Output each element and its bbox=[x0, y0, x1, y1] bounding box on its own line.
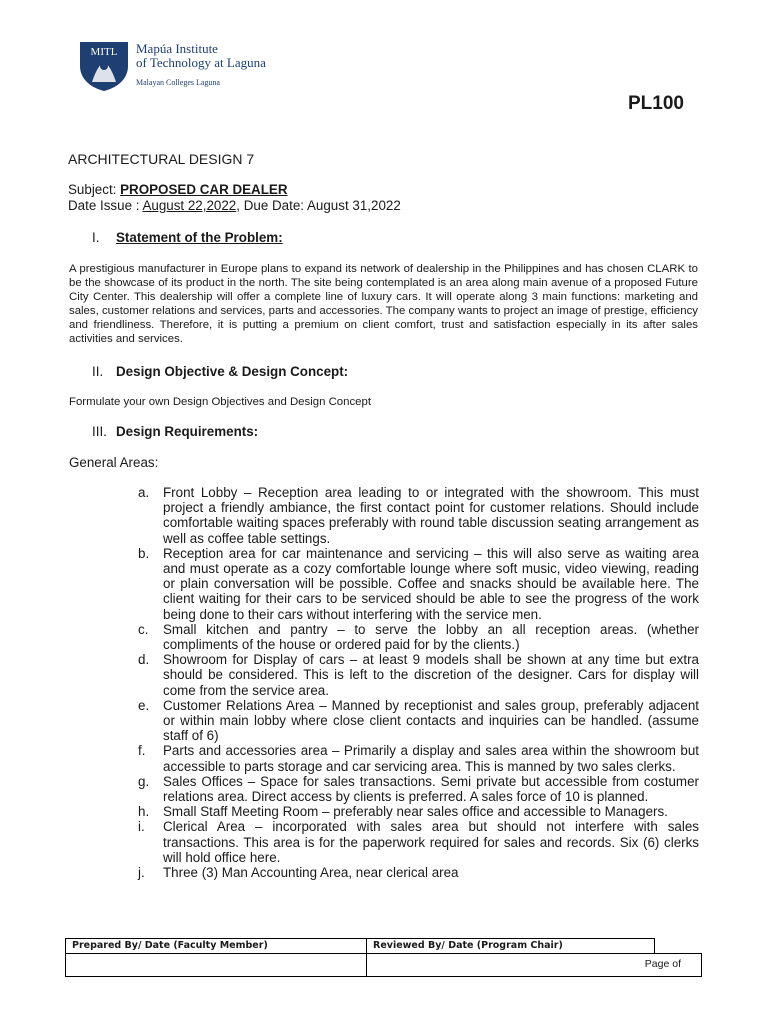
list-item: j. Three (3) Man Accounting Area, near clerical area bbox=[138, 865, 459, 881]
list-item: g. Sales Offices – Space for sales transactions. Semi private but accessible from costumer relations area. Direct access by clients is preferred. A sales force of 10 is planned. bbox=[138, 773, 699, 805]
course-heading: ARCHITECTURAL DESIGN 7 bbox=[68, 151, 255, 167]
page-number: Page of bbox=[367, 954, 702, 977]
reviewed-by-label: Reviewed By/ Date (Program Chair) bbox=[367, 939, 655, 954]
document-code: PL100 bbox=[628, 93, 684, 114]
due-date: , Due Date: August 31,2022 bbox=[236, 198, 401, 213]
subject-label: Subject: bbox=[68, 182, 121, 197]
problem-statement: A prestigious manufacturer in Europe plans to expand its network of dealership in the Philippines and has chosen CLARK to be the showcase of its product in the north. The site being contemplated is an area along main avenue of a proposed Future City Center. This dealership will offer a complete line of luxury cars. It will operate along 3 main functions: marketing and sales, customer relations and services, parts and accessories. The company wants to project an image of prestige, efficiency and friendliness. Therefore, it is putting a premium on client comfort, trust and satisfaction especially in its after sales activities and services. bbox=[69, 263, 698, 345]
objective-text: Formulate your own Design Objectives and Design Concept bbox=[69, 396, 372, 408]
list-item: b. Reception area for car maintenance and servicing – this will also serve as waiting area and must operate as a cozy comfortable lounge where soft music, video viewing, reading or plain conversation will be possible. Coffee and snacks should be available here. The client waiting for their cars to be serviced should be able to see the progress of the work being done to their cars without interfering with the service men. bbox=[138, 545, 699, 622]
prepared-by-label: Prepared By/ Date (Faculty Member) bbox=[66, 939, 367, 954]
date-issue-label: Date Issue : bbox=[68, 198, 143, 213]
list-item: h. Small Staff Meeting Room – preferably near sales office and accessible to Managers. bbox=[138, 804, 668, 820]
section-heading-objective: II. Design Objective & Design Concept: bbox=[92, 364, 349, 379]
list-item: i. Clerical Area – incorporated with sales area but should not interfere with sales transactions. This area is for the paperwork required for sales and records. Six (6) clerks will hold office here. bbox=[138, 819, 699, 865]
requirements-list bbox=[138, 485, 699, 880]
date-issue-value: August 22,2022 bbox=[142, 198, 237, 213]
subject-line bbox=[68, 182, 288, 198]
list-item: a. Front Lobby – Reception area leading to or integrated with the showroom. This must project a friendly ambiance, the first contact point for customer relations. Should include comfortable waiting spaces preferably with round table discussion seating arrangement as well as coffee table settings. bbox=[138, 485, 699, 546]
prepared-by-field bbox=[66, 954, 367, 977]
subject-value: PROPOSED CAR DEALER bbox=[120, 182, 288, 197]
list-item: e. Customer Relations Area – Manned by receptionist and sales group, preferably adjacent or within main lobby where close client contacts and inquiries can be handled. (assume staff of 6) bbox=[138, 697, 699, 744]
svg-text:MITL: MITL bbox=[90, 46, 118, 58]
list-item: c. Small kitchen and pantry – to serve the lobby an all reception areas. (whether compliments of the house or ordered paid for by the clients.) bbox=[138, 621, 699, 653]
dates-line bbox=[68, 198, 401, 214]
header-spacer bbox=[655, 939, 702, 954]
list-item: f. Parts and accessories area – Primarily a display and sales area within the showroom but accessible to parts storage and car servicing area. This is manned by two sales clerks. bbox=[138, 743, 699, 774]
section-heading-requirements: III. Design Requirements: bbox=[92, 424, 259, 439]
general-areas-label: General Areas: bbox=[69, 455, 159, 470]
institution-name: Mapúa Institute of Technology at Laguna bbox=[136, 41, 266, 70]
institution-logo bbox=[78, 40, 278, 96]
mitl-shield-icon bbox=[78, 40, 130, 92]
section-heading-problem: I. Statement of the Problem: bbox=[92, 230, 283, 245]
list-item: d. Showroom for Display of cars – at least 9 models shall be shown at any time but extra should be considered. This is left to the discretion of the designer. Cars for display will come from the service area. bbox=[138, 652, 699, 698]
signature-table bbox=[65, 938, 702, 977]
institution-subtitle: Malayan Colleges Laguna bbox=[136, 78, 220, 87]
